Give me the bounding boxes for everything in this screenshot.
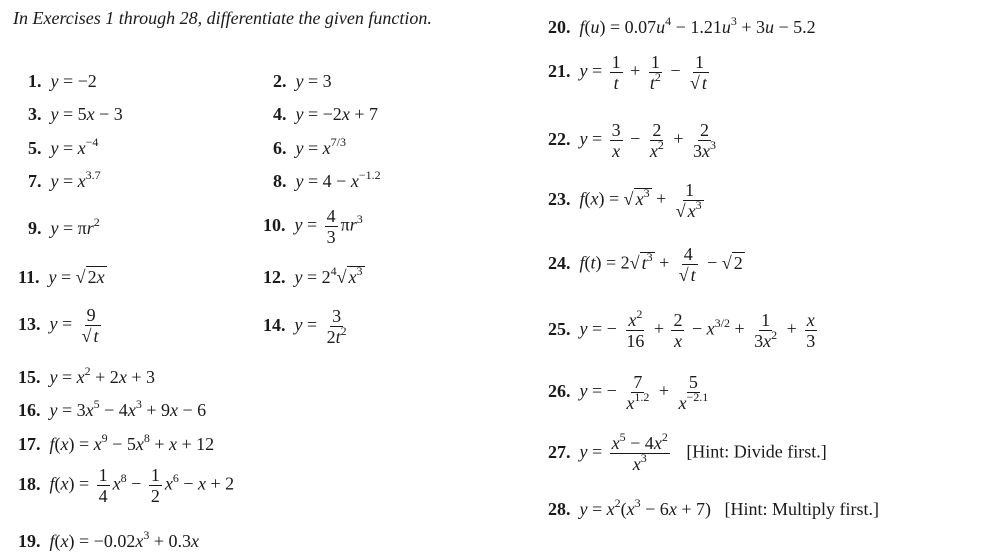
exercise-12: 12. $y = 2^4√$ $x^3$ (263, 264, 363, 287)
exercise-8: 8. $y = 4 - x^{-1.2}$ (273, 168, 381, 191)
exercise-2: 2. y = 3 (273, 71, 332, 91)
exercise-28: 28. $y = x^2(x^3 - 6x + 7)$ [Hint: Multiply first.] (548, 496, 879, 519)
exercise-9: 9. $y = \pi r^2$ (28, 215, 100, 238)
exercise-26: 26. y = − $\frac{7}{x^{1.2}}$ + $\frac{5}{x^{-2.1}}$ (548, 372, 709, 413)
exercise-19: 19. $f(x) = -0.02x^3 + 0.3x$ (18, 528, 199, 551)
exercise-1: 1. y = −2 (28, 71, 97, 91)
exercise-16: 16. $y = 3x^5 - 4x^3 + 9x - 6$ (18, 397, 207, 420)
exercise-17: 17. $f(x) = x^9 - 5x^8 + x + 12$ (18, 431, 215, 454)
exercise-6: 6. $y = x^{7/3}$ (273, 135, 346, 158)
hint-27: [Hint: Divide first.] (686, 441, 827, 462)
exercise-27: 27. y = $\frac{x^5 - 4x^2}{x^3}$ [Hint: Divide first.] (548, 430, 827, 474)
exercise-25: 25. y = − $\frac{x^2}{16}$ + $\frac{2}{x}$ − $x^{3/2}$ + $\frac{1}{3x^2}$ + $\frac{x}{3}$ (548, 307, 816, 351)
exercise-21: 21. y = $\frac{1}{t}$ + $\frac{1}{t^2}$ − $\frac{1}{√ t}$ (548, 52, 707, 93)
exercise-20: 20. $f(u) = 0.07u^4 - 1.21u^3 + 3u - 5.2$ (548, 14, 816, 37)
exercise-18: 18. f(x) = $\frac{1}{4}$ $x^8$ − $\frac{1}{2}$ $x^6 - x + 2$ (18, 465, 235, 506)
exercise-5: 5. $y = x^{-4}$ (28, 135, 99, 158)
exercise-23: 23. f(x) = √ $x^3$ + $\frac{1}{√ x^3}$ (548, 180, 702, 221)
exercise-11: 11. y = √ 2x (18, 267, 105, 287)
hint-28: [Hint: Multiply first.] (724, 499, 879, 519)
intro-text: In Exercises 1 through 28, differentiate the given function. (13, 8, 432, 28)
exercise-14: 14. y = $\frac{3}{2t^2}$ (263, 306, 347, 347)
exercise-13: 13. y = $\frac{9}{√ t}$ (18, 305, 99, 346)
exercise-3: 3. y = 5x − 3 (28, 104, 123, 124)
exercise-15: 15. $y = x^2 + 2x + 3$ (18, 364, 155, 387)
exercise-10: 10. y = $\frac{4}{3}$ $\pi r^3$ (263, 206, 363, 247)
exercise-24: 24. f(t) = 2√ $t^3$ + $\frac{4}{√ t}$ − √ 2 (548, 244, 743, 285)
exercise-22: 22. y = $\frac{3}{x}$ − $\frac{2}{x^2}$ + $\frac{2}{3x^3}$ (548, 120, 716, 161)
exercise-7: 7. $y = x^{3.7}$ (28, 168, 101, 191)
exercise-4: 4. y = −2x + 7 (273, 104, 378, 124)
